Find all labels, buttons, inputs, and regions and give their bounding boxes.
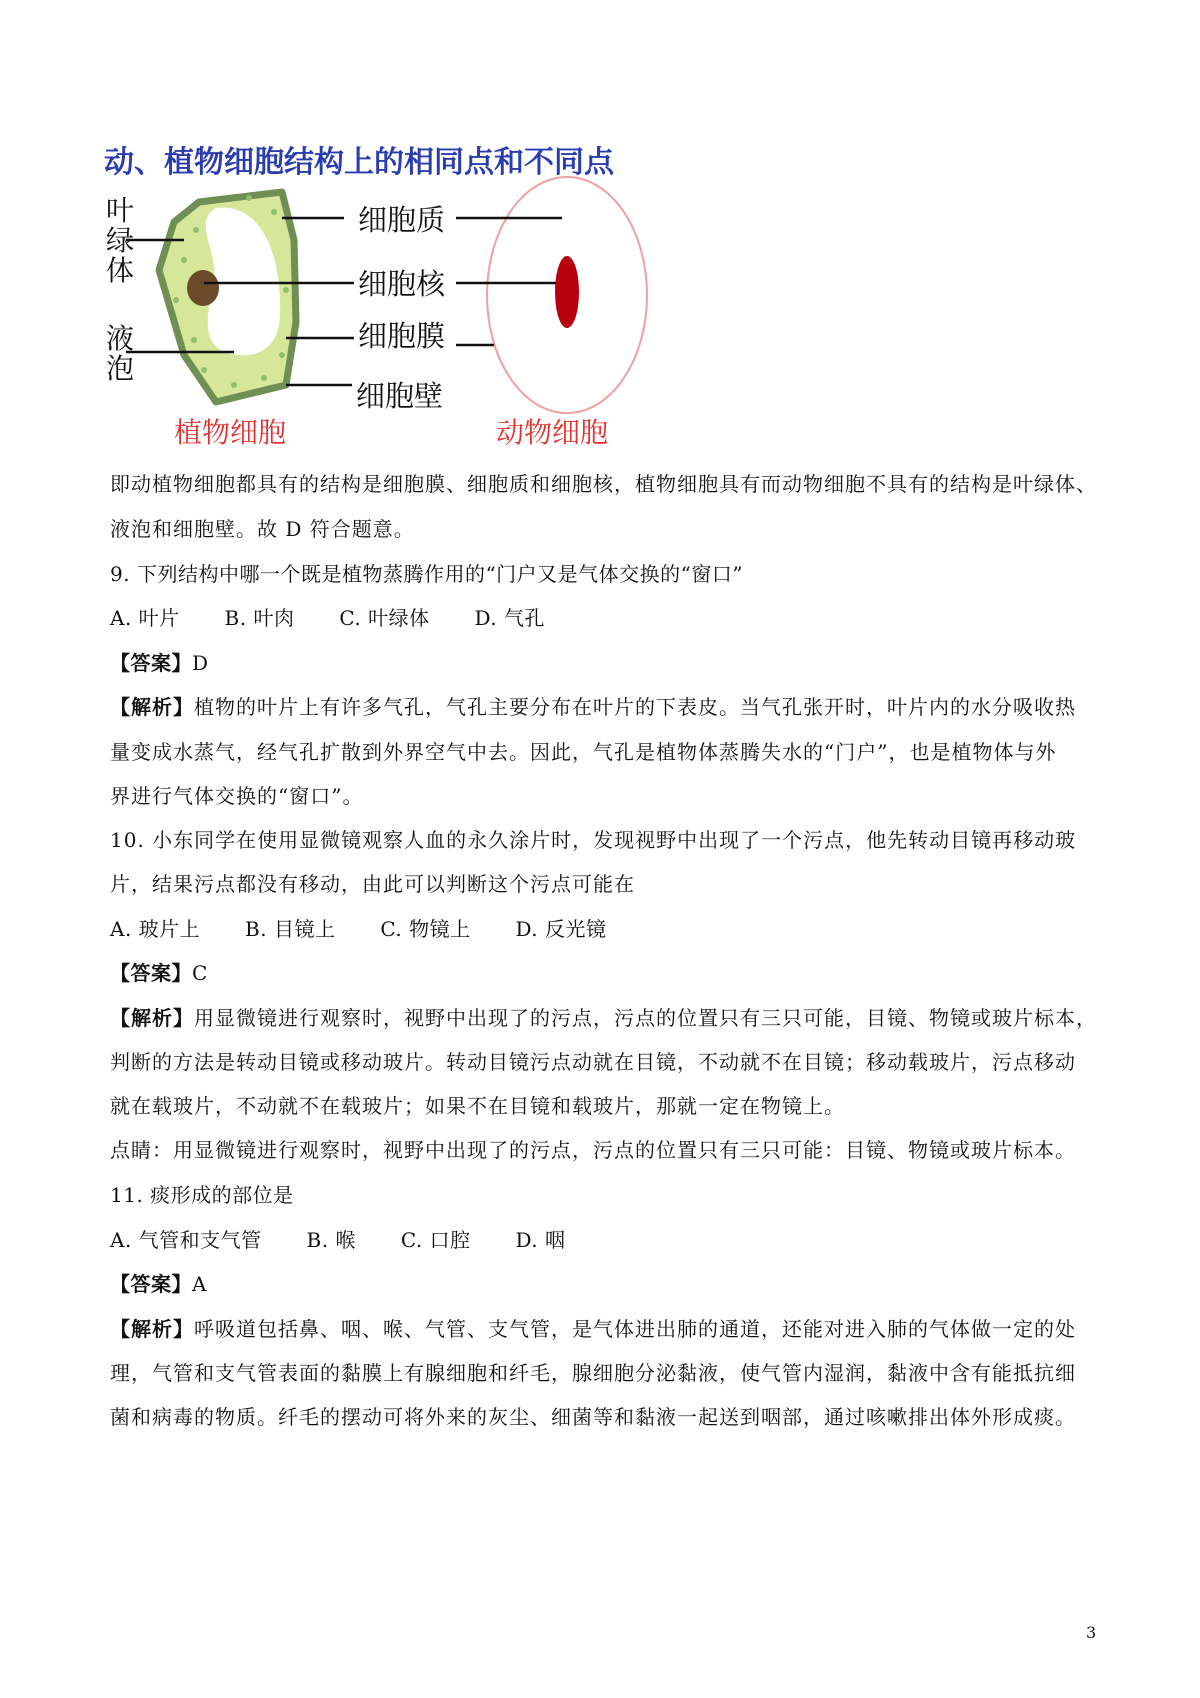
question-10-answer	[110, 957, 208, 986]
answer-label: 【答案】	[110, 651, 192, 675]
question-11-answer	[110, 1268, 207, 1297]
caption-plant-cell: 植物细胞	[174, 416, 287, 449]
page-number: 3	[1086, 1623, 1097, 1642]
analysis-label: 【解析】	[110, 1317, 194, 1341]
text-line: 即动植物细胞都具有的结构是细胞膜、细胞质和细胞核，植物细胞具有而动物细胞不具有的结构是叶绿体、	[110, 472, 1097, 496]
label-vacuole-1: 液	[106, 322, 135, 355]
text-line: 菌和病毒的物质。纤毛的摆动可将外来的灰尘、细菌等和黏液一起送到咽部，通过咳嗽排出体外形成痰。	[110, 1405, 1076, 1429]
option-c: C. 叶绿体	[339, 606, 430, 630]
text-line: 界进行气体交换的“窗口”。	[110, 784, 364, 808]
answer-label: 【答案】	[110, 961, 192, 985]
text-line: 判断的方法是转动目镜或移动玻片。转动目镜污点动就在目镜，不动就不在目镜；移动载玻片，污点移动	[110, 1050, 1076, 1074]
question-9-options	[110, 602, 583, 631]
question-11-options	[110, 1224, 604, 1253]
question-9-stem: 9. 下列结构中哪一个既是植物蒸腾作用的“门户又是气体交换的“窗口”	[110, 562, 744, 586]
option-b: B. 叶肉	[224, 606, 295, 630]
option-c: C. 物镜上	[380, 917, 471, 941]
answer-label: 【答案】	[110, 1272, 192, 1296]
question-10-stem: 10. 小东同学在使用显微镜观察人血的永久涂片时，发现视野中出现了一个污点，他先转动目镜再移动玻	[110, 828, 1077, 852]
analysis-text: 植物的叶片上有许多气孔，气孔主要分布在叶片的下表皮。当气孔张开时，叶片内的水分吸收热	[194, 695, 1076, 719]
analysis-text: 呼吸道包括鼻、咽、喉、气管、支气管，是气体进出肺的通道，还能对进入肺的气体做一定的处	[194, 1317, 1076, 1341]
question-9-answer	[110, 647, 209, 676]
question-11-stem: 11. 痰形成的部位是	[110, 1183, 294, 1207]
label-vacuole-2: 泡	[106, 352, 135, 385]
answer-value: D	[192, 651, 209, 675]
question-10-analysis	[110, 1002, 1097, 1031]
label-nucleus: 细胞核	[358, 267, 446, 301]
label-cytoplasm: 细胞质	[358, 203, 446, 237]
option-b: B. 目镜上	[245, 917, 336, 941]
answer-value: A	[192, 1272, 207, 1296]
option-a: A. 气管和支气管	[110, 1228, 262, 1252]
animal-cell-illustration	[487, 177, 647, 413]
analysis-label: 【解析】	[110, 1006, 194, 1030]
option-d: D. 气孔	[474, 606, 546, 630]
text-line: 就在载玻片，不动就不在载玻片；如果不在目镜和载玻片，那就一定在物镜上。	[110, 1094, 845, 1118]
analysis-label: 【解析】	[110, 695, 194, 719]
label-wall: 细胞壁	[356, 379, 444, 413]
option-b: B. 喉	[306, 1228, 356, 1252]
caption-animal-cell: 动物细胞	[496, 416, 609, 449]
label-chloroplast-2: 绿	[106, 224, 135, 257]
answer-value: C	[192, 961, 208, 985]
question-11-analysis	[110, 1313, 1076, 1342]
plant-cell-illustration	[159, 192, 296, 402]
option-c: C. 口腔	[400, 1228, 471, 1252]
text-line: 理，气管和支气管表面的黏膜上有腺细胞和纤毛，腺细胞分泌黏液，使气管内湿润，黏液中含有能抵抗细	[110, 1361, 1076, 1385]
option-d: D. 咽	[515, 1228, 566, 1252]
option-a: A. 叶片	[110, 606, 180, 630]
question-10-tip: 点睛：用显微镜进行观察时，视野中出现了的污点，污点的位置只有三只可能：目镜、物镜或玻片标本。	[110, 1138, 1076, 1162]
label-chloroplast-1: 叶	[106, 194, 135, 227]
label-chloroplast-3: 体	[106, 254, 135, 287]
cell-comparison-figure	[104, 140, 724, 470]
question-10-options	[110, 913, 645, 942]
text-line: 液泡和细胞壁。故 D 符合题意。	[110, 517, 415, 541]
analysis-text: 用显微镜进行观察时，视野中出现了的污点，污点的位置只有三只可能，目镜、物镜或玻片标本，	[194, 1006, 1097, 1030]
figure-title: 动、植物细胞结构上的相同点和不同点	[104, 145, 614, 180]
option-a: A. 玻片上	[110, 917, 201, 941]
option-d: D. 反光镜	[515, 917, 607, 941]
text-line: 片，结果污点都没有移动，由此可以判断这个污点可能在	[110, 872, 635, 896]
question-9-analysis	[110, 691, 1076, 720]
text-line: 量变成水蒸气，经气孔扩散到外界空气中去。因此，气孔是植物体蒸腾失水的“门户”，也是植物体与外	[110, 740, 1057, 764]
label-membrane: 细胞膜	[358, 319, 446, 353]
